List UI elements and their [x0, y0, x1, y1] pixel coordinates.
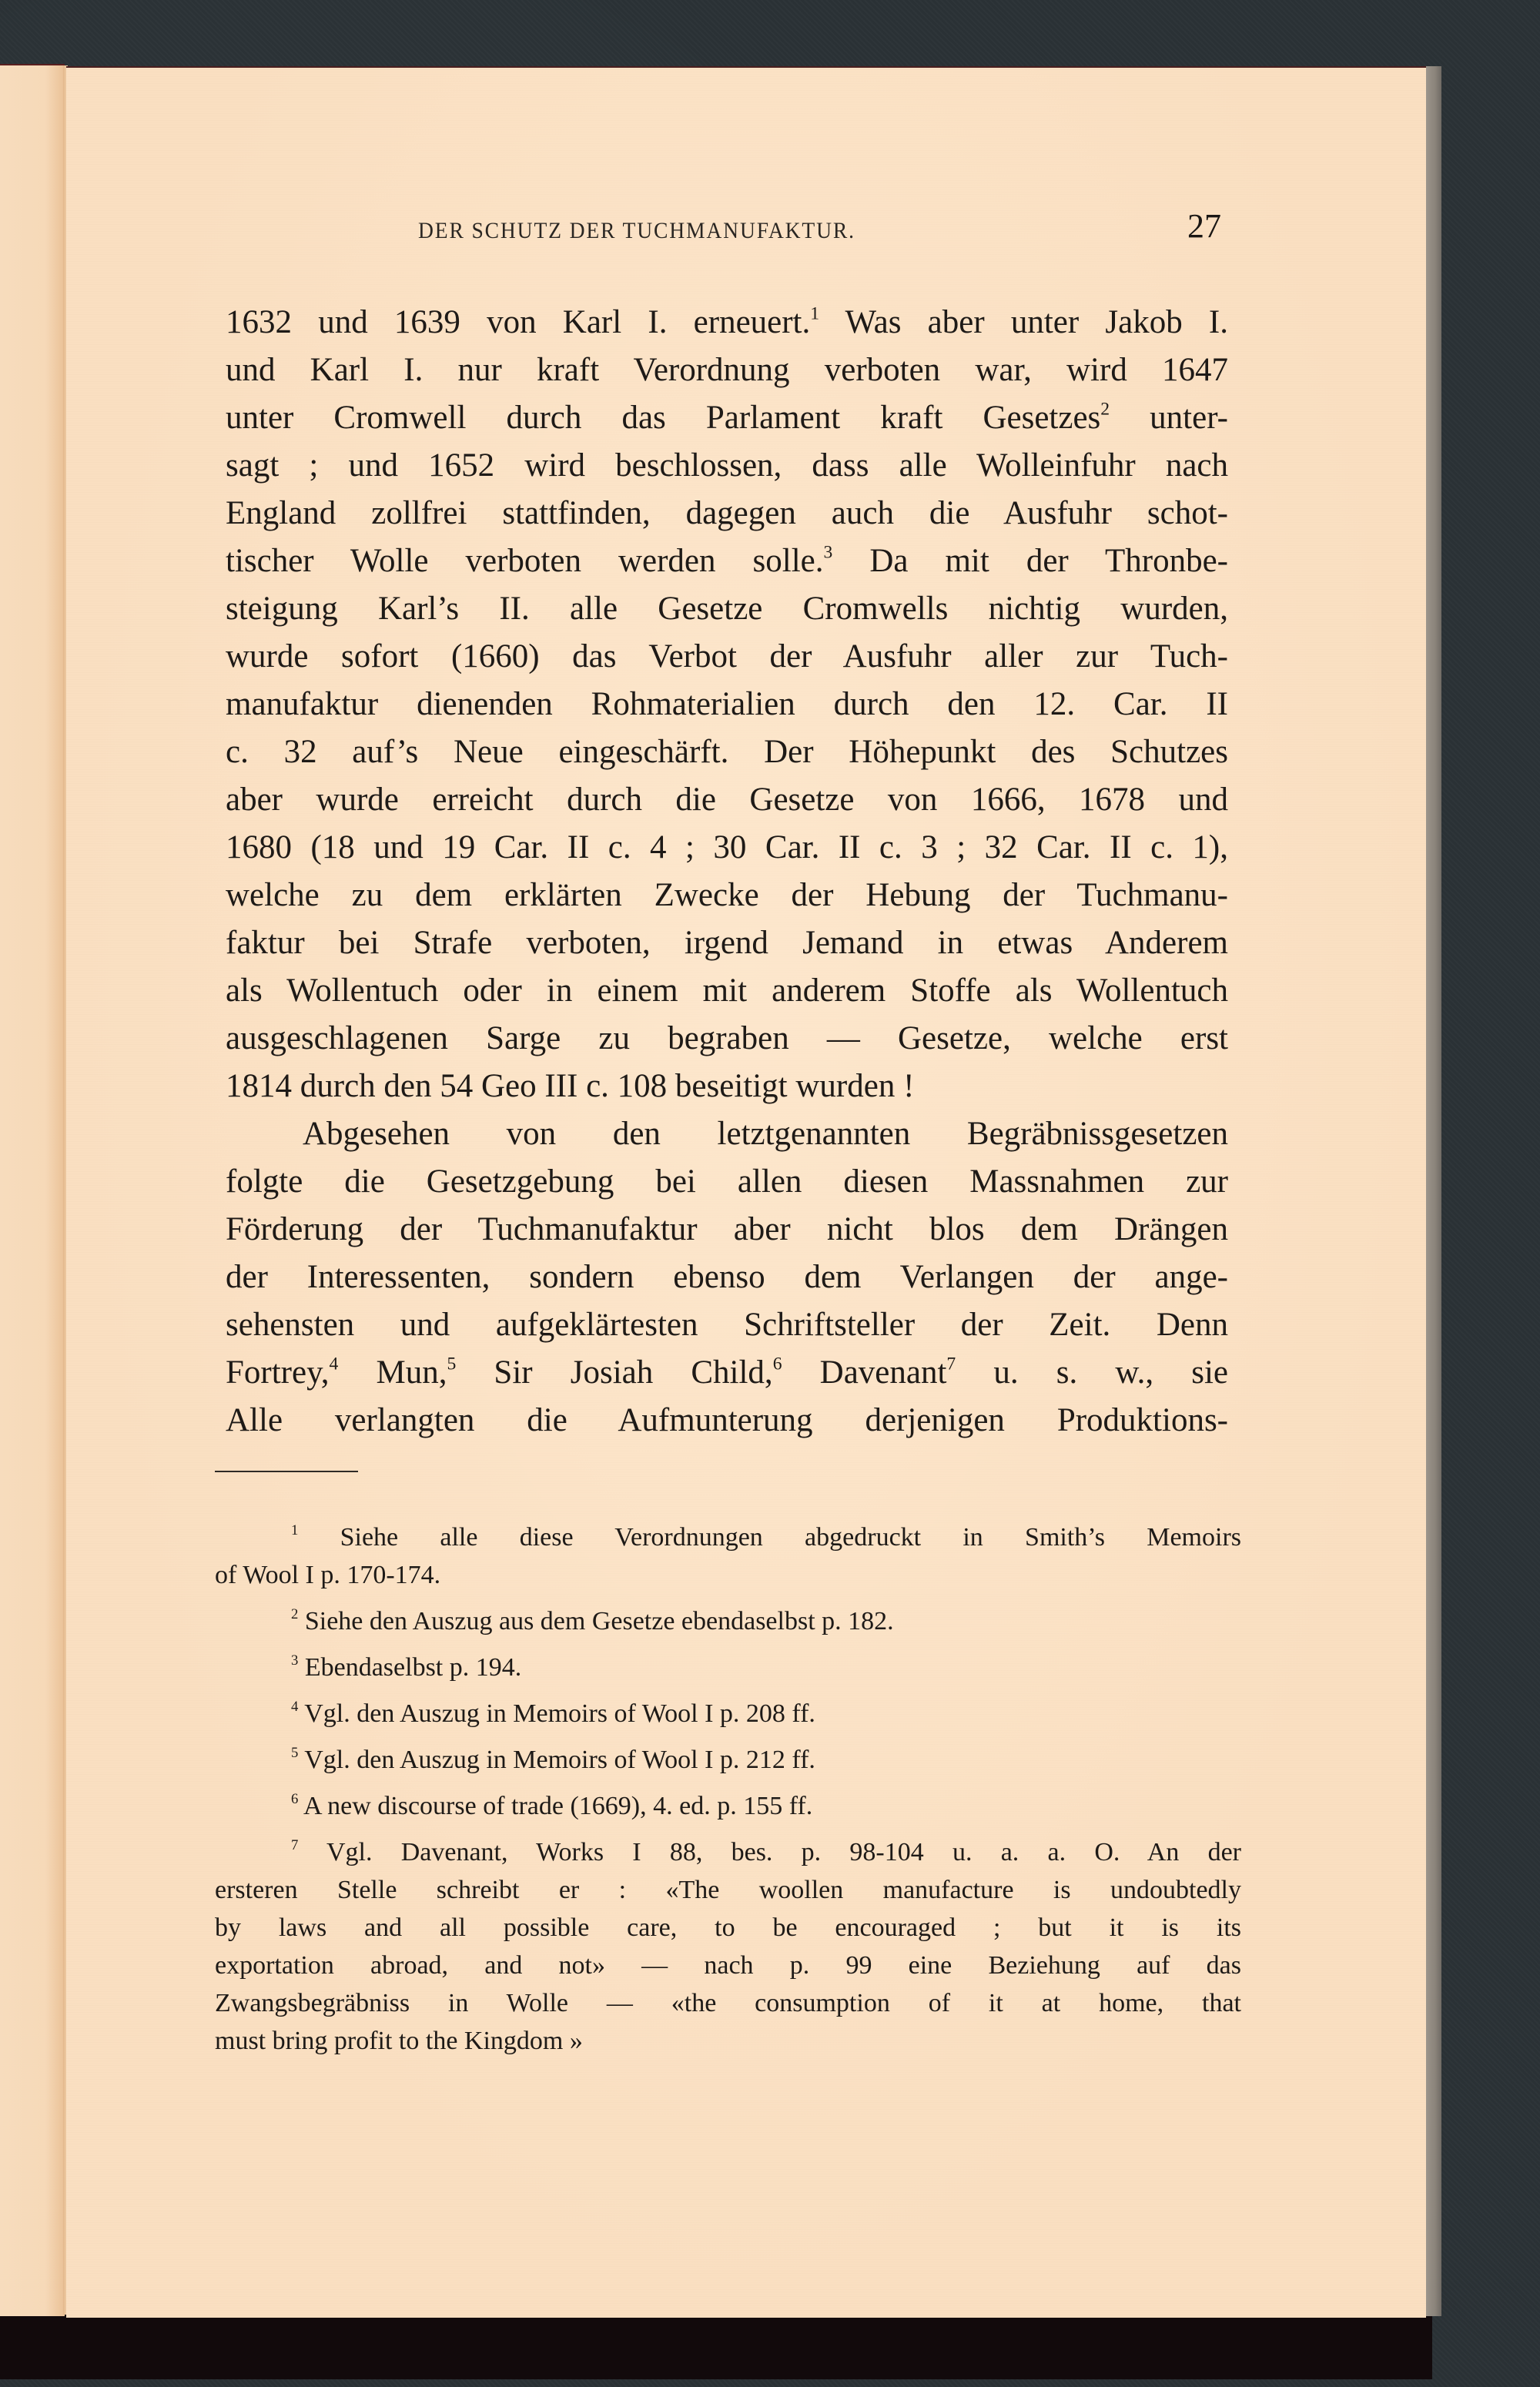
body-line: 1680 (18 und 19 Car. II c. 4 ; 30 Car. II c. 3 ; 32 Car. II c. 1), — [226, 829, 1228, 865]
book-bottom-shadow — [0, 2314, 1432, 2379]
body-line: der Interessenten, sondern ebenso dem Verlangen der ange- — [226, 1259, 1228, 1295]
body-line: steigung Karl’s II. alle Gesetze Cromwells nichtig wurden, — [226, 591, 1228, 627]
footnote-line: $^7$ Vgl. Davenant, Works I 88, bes. p. 98-104 u. a. a. O. An der — [291, 1836, 1242, 1866]
body-line: aber wurde erreicht durch die Gesetze von 1666, 1678 und — [226, 782, 1228, 818]
body-text — [226, 299, 1228, 1445]
body-line: faktur bei Strafe verboten, irgend Jemand in etwas Anderem — [226, 925, 1228, 961]
body-line: Förderung der Tuchmanufaktur aber nicht blos dem Drängen — [226, 1211, 1228, 1247]
body-line: wurde sofort (1660) das Verbot der Ausfuhr aller zur Tuch- — [226, 638, 1228, 675]
footnote-line: $^4$ Vgl. den Auszug in Memoirs of Wool I p. 208 ff. — [291, 1698, 815, 1728]
footnote-2 — [240, 1602, 1241, 1640]
paragraph-start-line: Abgesehen von den letztgenannten Begräbnissgesetzen — [303, 1116, 1228, 1152]
body-line: folgte die Gesetzgebung bei allen diesen Massnahmen zur — [226, 1163, 1228, 1200]
footnotes — [215, 1518, 1242, 2060]
footnote-separator — [215, 1471, 358, 1472]
footnote-6 — [240, 1787, 1241, 1825]
page-block-edge — [1426, 66, 1441, 2316]
body-line: England zollfrei stattfinden, dagegen auch die Ausfuhr schot- — [226, 495, 1228, 531]
body-line: Fortrey,$^4$ Mun,$^5$ Sir Josiah Child,$^6$ Davenant$^7$ u. s. w., sie — [226, 1354, 1228, 1391]
body-line: ausgeschlagenen Sarge zu begraben — Gesetze, welche erst — [226, 1020, 1228, 1056]
footnote-3 — [240, 1649, 1241, 1686]
body-line: 1814 durch den 54 Geo III c. 108 beseitigt wurden ! — [226, 1068, 915, 1104]
footnote-4 — [240, 1695, 1241, 1732]
body-line: als Wollentuch oder in einem mit anderem Stoffe als Wollentuch — [226, 973, 1228, 1009]
footnote-line: of Wool I p. 170-174. — [215, 1561, 441, 1589]
footnote-line: exportation abroad, and not» — nach p. 99 eine Beziehung auf das — [215, 1951, 1241, 1980]
body-line: unter Cromwell durch das Parlament kraft Gesetzes$^2$ unter- — [226, 399, 1228, 436]
footnote-line: $^2$ Siehe den Auszug aus dem Gesetze ebendaselbst p. 182. — [291, 1605, 894, 1635]
body-line: 1632 und 1639 von Karl I. erneuert.$^1$ Was aber unter Jakob I. — [226, 303, 1228, 340]
footnote-1 — [215, 1518, 1241, 1594]
body-line: Alle verlangten die Aufmunterung derjenigen Produktions- — [226, 1402, 1228, 1438]
body-line: tischer Wolle verboten werden solle.$^3$ Da mit der Thronbe- — [226, 542, 1228, 579]
footnote-line: by laws and all possible care, to be encouraged ; but it is its — [215, 1913, 1241, 1942]
body-line: und Karl I. nur kraft Verordnung verboten war, wird 1647 — [226, 352, 1228, 388]
footnote-5 — [240, 1741, 1241, 1779]
page-number: 27 — [1187, 207, 1221, 245]
footnote-line: must bring profit to the Kingdom » — [215, 2027, 583, 2055]
footnote-line: $^3$ Ebendaselbst p. 194. — [291, 1652, 522, 1682]
body-line: sagt ; und 1652 wird beschlossen, dass alle Wolleinfuhr nach — [226, 447, 1228, 484]
footnote-line: $^1$ Siehe alle diese Verordnungen abgedruckt in Smith’s Memoirs — [291, 1522, 1241, 1552]
running-title: DER SCHUTZ DER TUCHMANUFAKTUR. — [418, 218, 855, 243]
footnote-line: Zwangsbegräbniss in Wolle — «the consumption of it at home, that — [215, 1989, 1241, 2017]
footnote-line: ersteren Stelle schreibt er : «The woollen manufacture is undoubtedly — [215, 1876, 1241, 1904]
footnote-7 — [215, 1833, 1242, 2060]
body-line: c. 32 auf’s Neue eingeschärft. Der Höhepunkt des Schutzes — [226, 734, 1228, 770]
body-line: sehensten und aufgeklärtesten Schriftsteller der Zeit. Denn — [226, 1307, 1228, 1343]
body-line: manufaktur dienenden Rohmaterialien durch den 12. Car. II — [226, 686, 1228, 722]
footnote-line: $^6$ A new discourse of trade (1669), 4. ed. p. 155 ff. — [291, 1790, 813, 1820]
footnote-line: $^5$ Vgl. den Auszug in Memoirs of Wool I p. 212 ff. — [291, 1744, 815, 1774]
body-line: welche zu dem erklärten Zwecke der Hebung der Tuchmanu- — [226, 877, 1228, 913]
facing-page-edge — [0, 64, 65, 2316]
